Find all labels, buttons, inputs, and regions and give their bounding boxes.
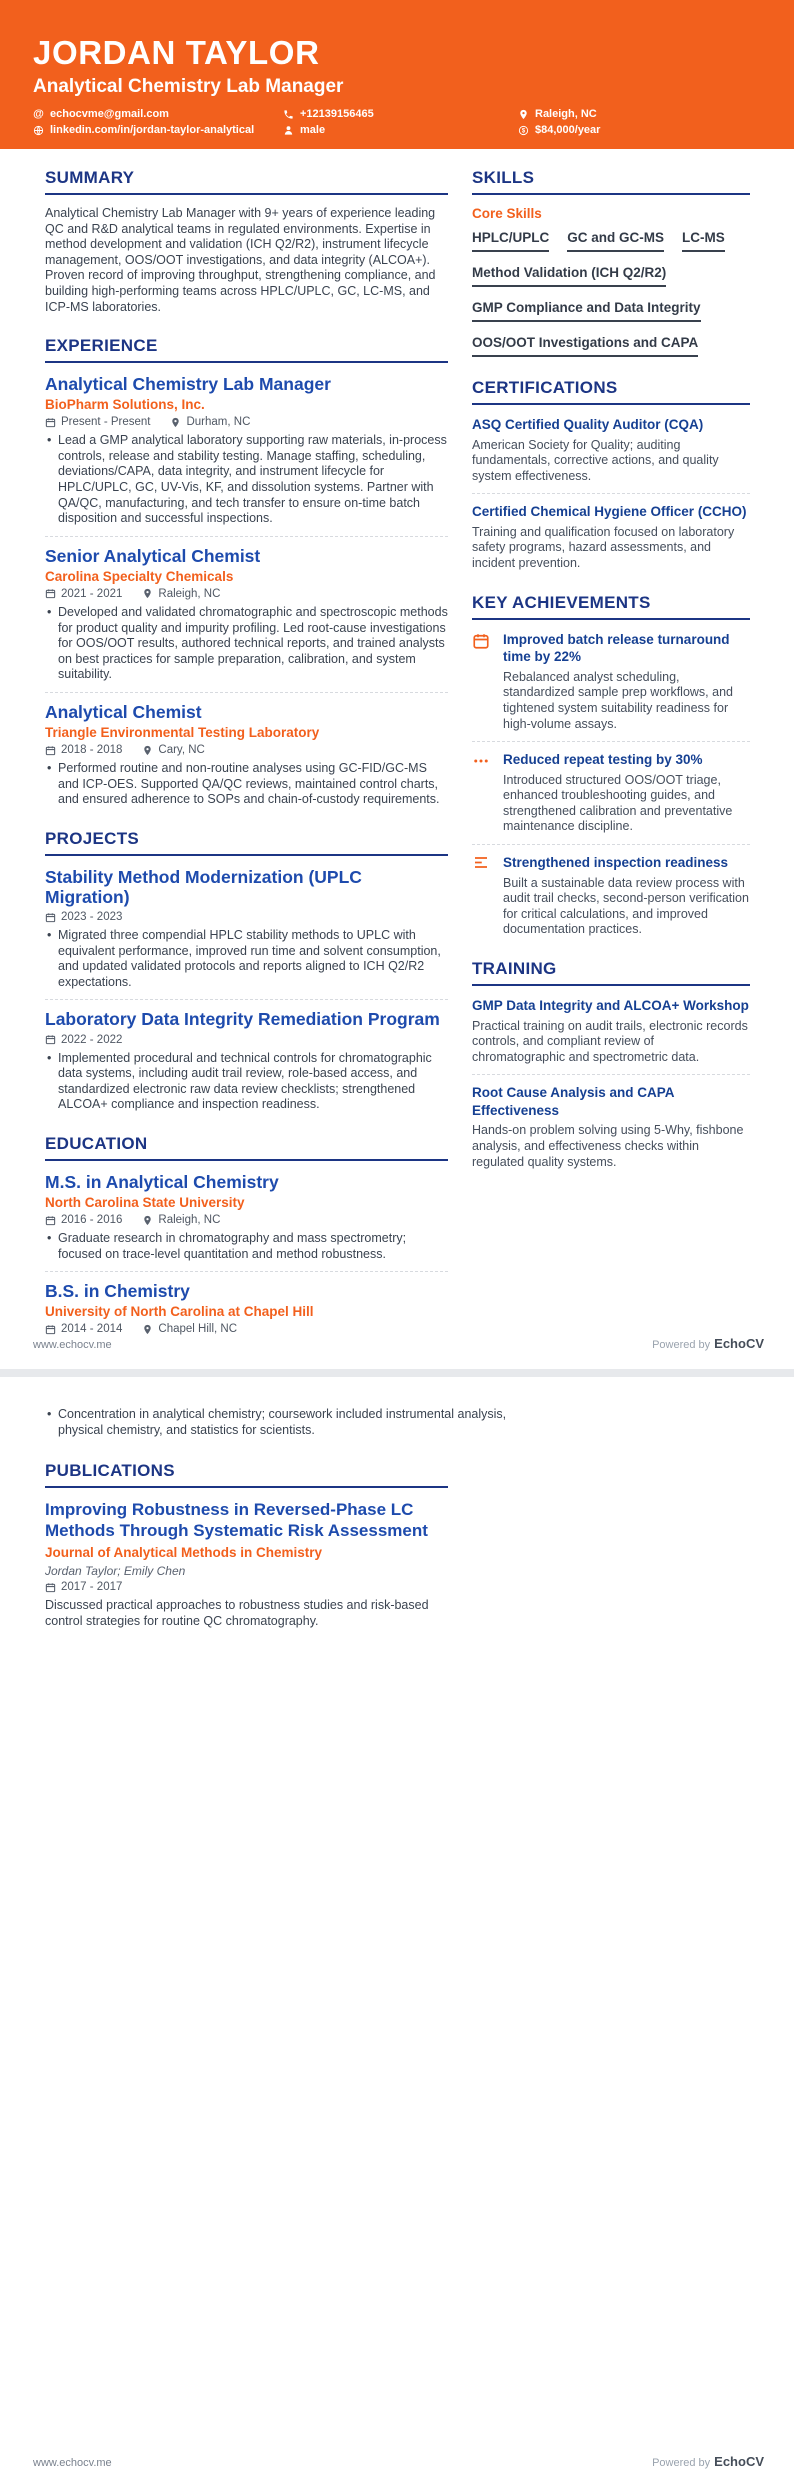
entry-location: Cary, NC bbox=[142, 744, 204, 756]
site-link[interactable]: www.echocv.me bbox=[33, 1339, 112, 1352]
contact-gender bbox=[283, 124, 518, 136]
contact-salary-text: $84,000/year bbox=[535, 124, 601, 136]
skill-item: OOS/OOT Investigations and CAPA bbox=[472, 335, 698, 357]
divider bbox=[472, 1074, 750, 1075]
entry-meta bbox=[45, 1323, 448, 1335]
entry-meta bbox=[45, 1034, 448, 1046]
map-pin-icon bbox=[170, 417, 181, 428]
achievement-entry bbox=[472, 751, 750, 835]
calendar-icon bbox=[45, 1582, 56, 1593]
training-entry bbox=[472, 1084, 750, 1170]
divider bbox=[472, 741, 750, 742]
entry-location: Durham, NC bbox=[170, 416, 250, 428]
divider bbox=[45, 999, 448, 1000]
company-name: BioPharm Solutions, Inc. bbox=[45, 397, 205, 413]
project-title: Stability Method Modernization (UPLC Migration) bbox=[45, 866, 362, 907]
entry-meta bbox=[45, 588, 448, 600]
education-entry bbox=[45, 1281, 448, 1335]
training-heading: TRAINING bbox=[472, 959, 750, 986]
skills-group-label: Core Skills bbox=[472, 206, 542, 221]
experience-entry bbox=[45, 702, 448, 808]
achievements-section bbox=[472, 593, 750, 938]
entry-meta bbox=[45, 911, 448, 923]
date-range: 2018 - 2018 bbox=[45, 744, 122, 756]
achievements-heading: KEY ACHIEVEMENTS bbox=[472, 593, 750, 620]
map-pin-icon bbox=[142, 1324, 153, 1335]
phone-icon bbox=[283, 109, 294, 120]
publication-desc: Discussed practical approaches to robustness studies and risk-based control strategies for routine QC chromatography. bbox=[45, 1598, 429, 1628]
contact-linkedin[interactable] bbox=[33, 124, 283, 136]
calendar-icon bbox=[45, 588, 56, 599]
divider bbox=[45, 536, 448, 537]
map-pin-icon bbox=[142, 1215, 153, 1226]
achievement-desc: Built a sustainable data review process with audit trail checks, second-person verification for critical calculations, and improved documentation practices. bbox=[503, 875, 749, 937]
project-bullet: • Migrated three compendial HPLC stability methods to UPLC with equivalent performance, improved run time and solvent consumption, and updated validated protocols and reports aligned to ICH Q2/R2 expectations. bbox=[45, 928, 448, 990]
experience-entry bbox=[45, 546, 448, 683]
job-bullet: • Developed and validated chromatographic and spectroscopic methods for product quality and impurity profiling. Led root-cause investigations for OOS/OOT results, authored technical reports, and trained analysts on best practices for sample preparation, calibration, and system suitability. bbox=[45, 605, 448, 683]
education-bullet: • Graduate research in chromatography and mass spectrometry; focused on trace-level quantitation and method robustness. bbox=[45, 1231, 448, 1262]
contact-location-text: Raleigh, NC bbox=[535, 108, 597, 120]
certification-entry bbox=[472, 503, 750, 571]
calendar-icon bbox=[472, 631, 492, 732]
site-link[interactable]: www.echocv.me bbox=[33, 2457, 112, 2470]
certifications-section bbox=[472, 378, 750, 572]
training-desc: Practical training on audit trails, electronic records controls, and compliant review of chromatographic and spectrometric data. bbox=[472, 1018, 748, 1064]
experience-section bbox=[45, 336, 448, 808]
publication-entry bbox=[45, 1499, 448, 1630]
entry-meta bbox=[45, 1214, 448, 1226]
skills-heading: SKILLS bbox=[472, 168, 750, 195]
publications-heading: PUBLICATIONS bbox=[45, 1461, 448, 1488]
project-bullet: • Implemented procedural and technical controls for chromatographic data systems, including audit trail review, role-based access, and standardized electronic raw data review checklists; strengthened ALCOA+ compliance and inspection readiness. bbox=[45, 1051, 448, 1113]
date-range: Present - Present bbox=[45, 416, 150, 428]
divider bbox=[472, 493, 750, 494]
achievement-desc: Rebalanced analyst scheduling, standardized sample prep workflows, and tightened system suitability readiness for high-volume assays. bbox=[503, 669, 733, 731]
certification-entry bbox=[472, 416, 750, 484]
entry-location: Raleigh, NC bbox=[142, 1214, 220, 1226]
company-name: Triangle Environmental Testing Laboratory bbox=[45, 725, 320, 741]
job-bullet: • Performed routine and non-routine analyses using GC-FID/GC-MS and ICP-OES. Supported QA/QC reviews, maintained control charts, and ensured adherence to SOPs and chain-of-custody requirements. bbox=[45, 761, 448, 808]
page-separator bbox=[0, 1369, 794, 1377]
contact-location bbox=[518, 108, 764, 120]
brand-link[interactable]: EchoCV bbox=[714, 1336, 764, 1352]
school-name: North Carolina State University bbox=[45, 1195, 245, 1211]
summary-heading: SUMMARY bbox=[45, 168, 448, 195]
education-section bbox=[45, 1134, 448, 1335]
contact-email[interactable] bbox=[33, 108, 283, 120]
person-icon bbox=[283, 125, 294, 136]
svg-text:$: $ bbox=[521, 128, 526, 135]
summary-text: Analytical Chemistry Lab Manager with 9+ years of experience leading QC and R&D analytical teams in regulated environments. Expertise in method development and validation (ICH Q2/R2), instrument lifecycle management, OOS/OOT investigations, and data integrity (ALCOA+). Proven record of improving throughput, strengthening compliance, and building high-performing teams across HPLC/UPLC, GC, LC-MS, and ICP-MS laboratories. bbox=[45, 206, 436, 314]
date-range: 2017 - 2017 bbox=[45, 1581, 122, 1593]
projects-section bbox=[45, 829, 448, 1113]
experience-entry bbox=[45, 374, 448, 527]
skill-item: LC-MS bbox=[682, 230, 725, 252]
page-footer bbox=[0, 1335, 794, 1369]
powered-by bbox=[652, 2453, 764, 2471]
powered-by-label: Powered by bbox=[652, 2457, 711, 2470]
education-heading: EDUCATION bbox=[45, 1134, 448, 1161]
degree-title: B.S. in Chemistry bbox=[45, 1281, 190, 1302]
entry-meta bbox=[45, 416, 448, 428]
skills-list bbox=[472, 230, 750, 357]
skill-item: HPLC/UPLC bbox=[472, 230, 549, 252]
achievement-title: Reduced repeat testing by 30% bbox=[503, 752, 703, 768]
project-title: Laboratory Data Integrity Remediation Program bbox=[45, 1009, 440, 1030]
publications-section bbox=[45, 1461, 448, 1630]
entry-location: Chapel Hill, NC bbox=[142, 1323, 237, 1335]
powered-by bbox=[652, 1335, 764, 1353]
brand-link[interactable]: EchoCV bbox=[714, 2454, 764, 2470]
calendar-icon bbox=[45, 1324, 56, 1335]
email-icon: @ bbox=[33, 107, 44, 120]
dollar-icon bbox=[518, 125, 529, 136]
company-name: Carolina Specialty Chemicals bbox=[45, 568, 234, 584]
contact-phone bbox=[283, 108, 518, 120]
entry-meta bbox=[45, 1581, 448, 1593]
training-title: GMP Data Integrity and ALCOA+ Workshop bbox=[472, 997, 749, 1013]
map-pin-icon bbox=[142, 745, 153, 756]
contact-grid bbox=[33, 108, 764, 136]
divider bbox=[472, 844, 750, 845]
calendar-icon bbox=[45, 417, 56, 428]
entry-location: Raleigh, NC bbox=[142, 588, 220, 600]
project-entry bbox=[45, 867, 448, 991]
job-title: Analytical Chemist bbox=[45, 701, 202, 722]
training-desc: Hands-on problem solving using 5-Why, fishbone analysis, and effectiveness checks within regulated quality systems. bbox=[472, 1123, 744, 1169]
map-pin-icon bbox=[142, 588, 153, 599]
date-range: 2023 - 2023 bbox=[45, 911, 122, 923]
publication-title: Improving Robustness in Reversed-Phase LC Methods Through Systematic Risk Assessment bbox=[45, 1499, 428, 1540]
degree-title: M.S. in Analytical Chemistry bbox=[45, 1171, 279, 1192]
certifications-heading: CERTIFICATIONS bbox=[472, 378, 750, 405]
contact-salary bbox=[518, 124, 764, 136]
list-icon bbox=[472, 854, 492, 938]
globe-icon bbox=[33, 125, 44, 136]
publication-authors: Jordan Taylor; Emily Chen bbox=[45, 1564, 186, 1579]
job-title: Analytical Chemistry Lab Manager bbox=[45, 374, 331, 395]
journal-name: Journal of Analytical Methods in Chemistry bbox=[45, 1545, 323, 1561]
divider bbox=[45, 1271, 448, 1272]
contact-gender-text: male bbox=[300, 124, 326, 136]
resume-header bbox=[0, 0, 794, 149]
calendar-icon bbox=[45, 1034, 56, 1045]
school-name: University of North Carolina at Chapel Hill bbox=[45, 1304, 314, 1320]
training-title: Root Cause Analysis and CAPA Effectiveness bbox=[472, 1085, 675, 1118]
achievement-title: Improved batch release turnaround time by 22% bbox=[503, 631, 730, 665]
skill-item: GC and GC-MS bbox=[567, 230, 664, 252]
date-range: 2022 - 2022 bbox=[45, 1034, 122, 1046]
education-entry bbox=[45, 1172, 448, 1262]
map-pin-icon bbox=[518, 109, 529, 120]
page-footer bbox=[0, 2453, 794, 2487]
job-title: Senior Analytical Chemist bbox=[45, 545, 261, 566]
calendar-icon bbox=[45, 1215, 56, 1226]
achievement-content bbox=[503, 751, 750, 835]
experience-heading: EXPERIENCE bbox=[45, 336, 448, 363]
achievement-title: Strengthened inspection readiness bbox=[503, 855, 729, 871]
achievement-desc: Introduced structured OOS/OOT triage, enhanced troubleshooting guides, and strengthened calibration and preventative maintenance discipline. bbox=[503, 772, 733, 834]
right-column bbox=[472, 168, 750, 1170]
contact-linkedin-text: linkedin.com/in/jordan-taylor-analytical bbox=[50, 124, 255, 136]
date-range: 2016 - 2016 bbox=[45, 1214, 122, 1226]
ellipsis-icon bbox=[472, 751, 492, 835]
project-entry bbox=[45, 1009, 448, 1113]
training-section bbox=[472, 959, 750, 1170]
job-bullet: • Lead a GMP analytical laboratory supporting raw materials, in-process controls, release and stability testing. Manage staffing, scheduling, deviations/CAPA, data integrity, and instrument lifecycle for HPLC/UPLC, GC, UV-Vis, KF, and dissolution systems. Partner with QA/QC, manufacturing, and tech transfer to ensure on-time batch disposition and successful inspections. bbox=[45, 433, 448, 527]
calendar-icon bbox=[45, 912, 56, 923]
powered-by-label: Powered by bbox=[652, 1339, 711, 1352]
resume-page-2 bbox=[0, 1377, 794, 2487]
contact-email-text: echocvme@gmail.com bbox=[50, 108, 169, 120]
projects-heading: PROJECTS bbox=[45, 829, 448, 856]
training-entry bbox=[472, 997, 750, 1065]
candidate-title: Analytical Chemistry Lab Manager bbox=[33, 76, 344, 97]
left-column bbox=[45, 168, 448, 1335]
skill-item: Method Validation (ICH Q2/R2) bbox=[472, 265, 666, 287]
contact-phone-text: +12139156465 bbox=[300, 108, 374, 120]
skill-item: GMP Compliance and Data Integrity bbox=[472, 300, 701, 322]
certification-desc: American Society for Quality; auditing fundamentals, corrective actions, and quality system effectiveness. bbox=[472, 437, 719, 483]
achievement-content bbox=[503, 631, 750, 732]
divider bbox=[45, 692, 448, 693]
date-range: 2021 - 2021 bbox=[45, 588, 122, 600]
certification-title: Certified Chemical Hygiene Officer (CCHO) bbox=[472, 504, 747, 520]
resume-body bbox=[0, 149, 794, 1335]
achievement-entry bbox=[472, 631, 750, 732]
certification-title: ASQ Certified Quality Auditor (CQA) bbox=[472, 417, 704, 432]
education-bullet-continued: • Concentration in analytical chemistry; coursework included instrumental analysis, physical chemistry, and statistics for scientists. bbox=[45, 1407, 513, 1438]
calendar-icon bbox=[45, 745, 56, 756]
achievement-entry bbox=[472, 854, 750, 938]
date-range: 2014 - 2014 bbox=[45, 1323, 122, 1335]
entry-meta bbox=[45, 744, 448, 756]
certification-desc: Training and qualification focused on laboratory safety programs, hazard assessments, and incident prevention. bbox=[472, 524, 735, 571]
summary-section bbox=[45, 168, 448, 315]
candidate-name: JORDAN TAYLOR bbox=[33, 34, 320, 71]
skills-section bbox=[472, 168, 750, 357]
achievement-content bbox=[503, 854, 750, 938]
